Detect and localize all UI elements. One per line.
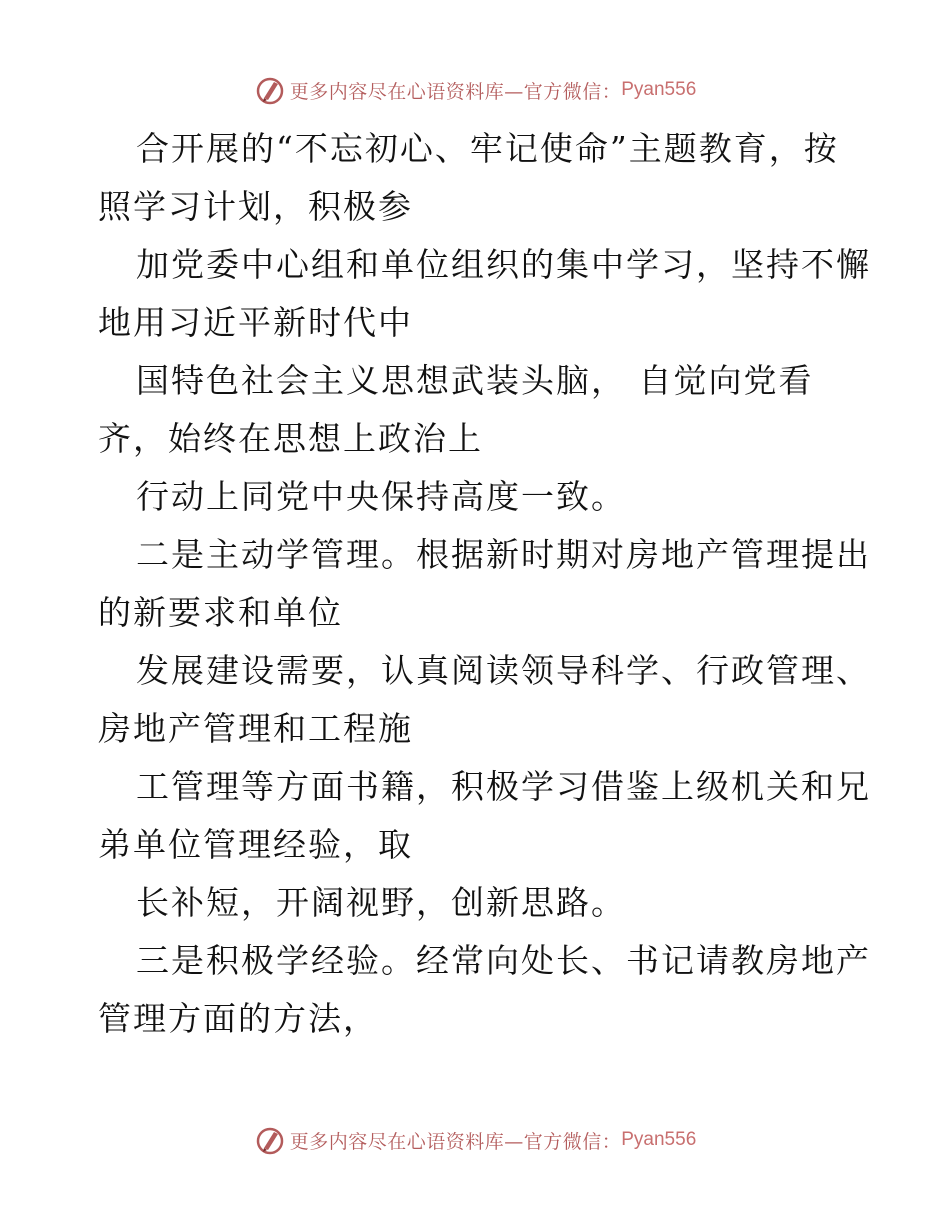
text-line: 合开展的“不忘初心、牢记使命”主题教育，按 xyxy=(136,129,839,168)
text-line: 地用习近平新时代中 xyxy=(98,303,413,342)
text-line: 长补短，开阔视野，创新思路。 xyxy=(136,883,626,922)
footer-text: 更多内容尽在心语资料库—官方微信： xyxy=(289,1130,622,1153)
document-body xyxy=(98,120,878,1048)
pen-logo-icon xyxy=(254,1124,286,1156)
header-text: 更多内容尽在心语资料库—官方微信： xyxy=(289,80,622,103)
text-line: 三是积极学经验。经常向处长、书记请教房地产 xyxy=(136,941,871,980)
text-line: 行动上同党中央保持高度一致。 xyxy=(136,477,626,516)
text-line: 管理方面的方法， xyxy=(98,999,378,1038)
text-line: 国特色社会主义思想武装头脑， 自觉向党看 xyxy=(136,361,814,400)
text-line: 弟单位管理经验，取 xyxy=(98,825,413,864)
text-line: 房地产管理和工程施 xyxy=(98,709,413,748)
text-line: 工管理等方面书籍，积极学习借鉴上级机关和兄 xyxy=(136,767,871,806)
footer-wechat-id: Pyan556 xyxy=(621,1129,697,1150)
header-wechat-id: Pyan556 xyxy=(621,79,697,100)
pen-logo-icon xyxy=(254,74,286,106)
text-line: 的新要求和单位 xyxy=(98,593,343,632)
header-banner xyxy=(0,70,950,110)
text-line: 发展建设需要，认真阅读领导科学、行政管理、 xyxy=(136,651,871,690)
text-line: 齐，始终在思想上政治上 xyxy=(98,419,483,458)
footer-banner xyxy=(0,1120,950,1160)
text-line: 照学习计划，积极参 xyxy=(98,187,413,226)
text-line: 二是主动学管理。根据新时期对房地产管理提出 xyxy=(136,535,871,574)
text-line: 加党委中心组和单位组织的集中学习，坚持不懈 xyxy=(136,245,871,284)
